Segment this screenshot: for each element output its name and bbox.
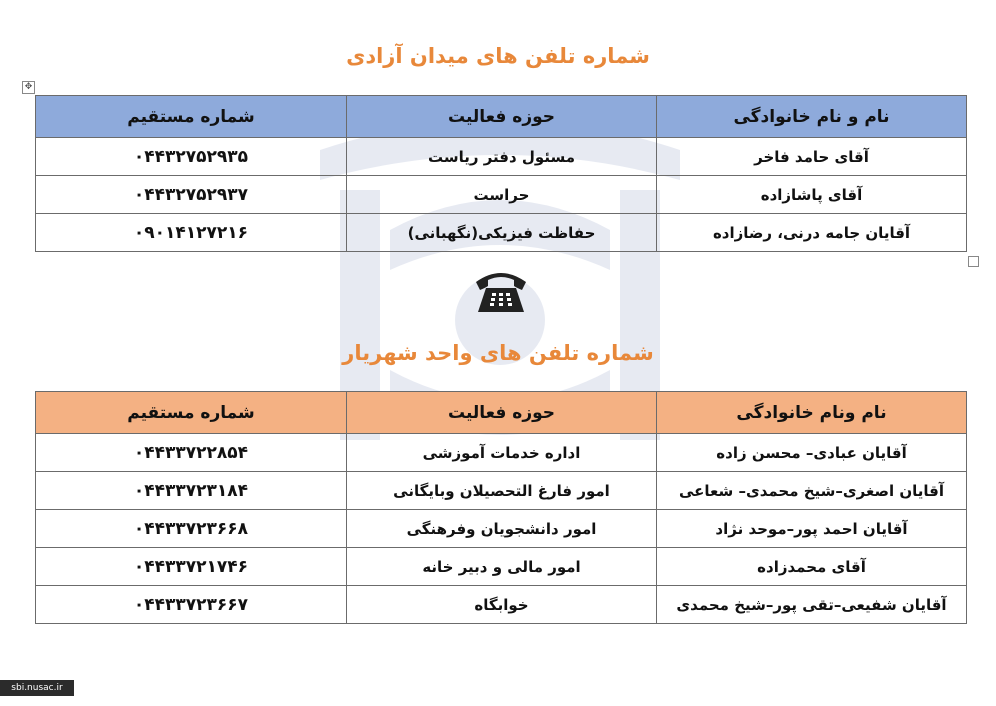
cell-name: آقای حامد فاخر	[657, 138, 967, 176]
table-header-row	[36, 96, 967, 138]
cell-name: آقای محمدزاده	[657, 548, 967, 586]
cell-activity: مسئول دفتر ریاست	[347, 138, 657, 176]
table-row	[36, 138, 967, 176]
cell-activity: اداره خدمات آموزشی	[347, 434, 657, 472]
table-row	[36, 510, 967, 548]
cell-activity: امور دانشجویان وفرهنگی	[347, 510, 657, 548]
cell-phone: ۰۴۴۳۳۷۲۳۱۸۴	[36, 472, 347, 510]
table-header-row	[36, 392, 967, 434]
cell-name: آقایان عبادی– محسن زاده	[657, 434, 967, 472]
column-header-phone: شماره مستقیم	[36, 392, 347, 434]
cell-name: آقایان اصغری–شیخ محمدی– شعاعی	[657, 472, 967, 510]
source-watermark-tag: sbi.nusac.ir	[0, 680, 74, 696]
section2-title: شماره تلفن های واحد شهریار	[342, 341, 654, 365]
cell-activity: خوابگاه	[347, 586, 657, 624]
cell-name: آقایان شفیعی–تقی پور–شیخ محمدی	[657, 586, 967, 624]
phone-table-shahriar	[35, 391, 967, 624]
column-header-name: نام و نام خانوادگی	[657, 96, 967, 138]
cell-name: آقای پاشازاده	[657, 176, 967, 214]
cell-phone: ۰۴۴۳۲۷۵۲۹۳۷	[36, 176, 347, 214]
table-resize-handle-icon[interactable]	[968, 256, 979, 267]
cell-activity: حفاظت فیزیکی(نگهبانی)	[347, 214, 657, 252]
column-header-name: نام ونام خانوادگی	[657, 392, 967, 434]
telephone-icon	[472, 266, 530, 316]
cell-activity: حراست	[347, 176, 657, 214]
table-row	[36, 434, 967, 472]
cell-name: آقایان جامه درنی، رضازاده	[657, 214, 967, 252]
cell-phone: ۰۴۴۳۳۷۲۳۶۶۷	[36, 586, 347, 624]
table-row	[36, 176, 967, 214]
cell-phone: ۰۴۴۳۳۷۲۲۸۵۴	[36, 434, 347, 472]
cell-phone: ۰۴۴۳۳۷۲۳۶۶۸	[36, 510, 347, 548]
cell-activity: امور مالی و دبیر خانه	[347, 548, 657, 586]
table-row	[36, 214, 967, 252]
table-row	[36, 586, 967, 624]
table-move-handle-icon[interactable]: ✥	[22, 81, 35, 94]
column-header-activity: حوزه فعالیت	[347, 96, 657, 138]
column-header-activity: حوزه فعالیت	[347, 392, 657, 434]
cell-phone: ۰۴۴۳۲۷۵۲۹۳۵	[36, 138, 347, 176]
section1-title: شماره تلفن های میدان آزادی	[346, 44, 650, 68]
cell-name: آقایان احمد پور–موحد نژاد	[657, 510, 967, 548]
cell-activity: امور فارغ التحصیلان وبایگانی	[347, 472, 657, 510]
table-row	[36, 472, 967, 510]
table-row	[36, 548, 967, 586]
cell-phone: ۰۹۰۱۴۱۲۷۲۱۶	[36, 214, 347, 252]
column-header-phone: شماره مستقیم	[36, 96, 347, 138]
phone-table-azadi	[35, 95, 967, 252]
cell-phone: ۰۴۴۳۳۷۲۱۷۴۶	[36, 548, 347, 586]
